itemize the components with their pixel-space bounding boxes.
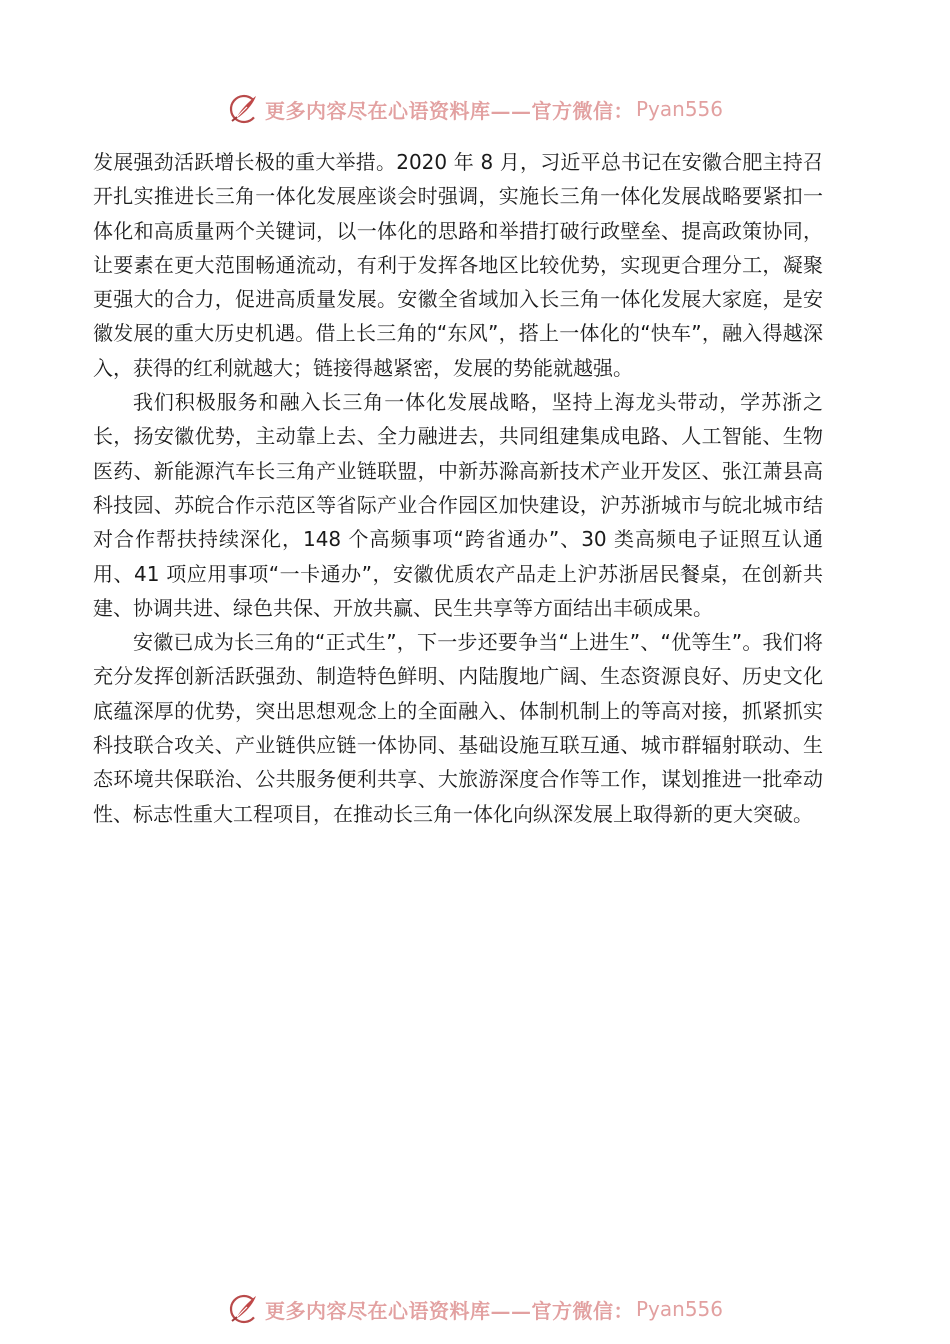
header-watermark [0,89,950,129]
document-body [93,145,823,831]
paragraph-3: 安徽已成为长三角的“正式生”，下一步还要争当“上进生”、“优等生”。我们将充分发挥创新活跃强劲、制造特色鲜明、内陆腹地广阔、生态资源良好、历史文化底蕴深厚的优势，突出思想观念上的全面融入、体制机制上的等高对接，抓紧抓实科技联合攻关、产业链供应链一体协同、基础设施互联互通、城市群辐射联动、生态环境共保联治、公共服务便利共享、大旅游深度合作等工作，谋划推进一批牵动性、标志性重大工程项目，在推动长三角一体化向纵深发展上取得新的更大突破。 [93,630,823,826]
watermark-wechat-id: Pyan556 [635,97,723,121]
paragraph-1: 发展强劲活跃增长极的重大举措。2020 年 8 月，习近平总书记在安徽合肥主持召开扎实推进长三角一体化发展座谈会时强调，实施长三角一体化发展战略要紧扣一体化和高质量两个关键词，以一体化的思路和举措打破行政壁垒、提高政策协同，让要素在更大范围畅通流动，有利于发挥各地区比较优势，实现更合理分工，凝聚更强大的合力，促进高质量发展。安徽全省域加入长三角一体化发展大家庭，是安徽发展的重大历史机遇。借上长三角的“东风”，搭上一体化的“快车”，融入得越深入，获得的红利就越大；链接得越紧密，发展的势能就越强。 [93,150,823,380]
quill-logo-icon [227,92,261,126]
paragraph-2: 我们积极服务和融入长三角一体化发展战略，坚持上海龙头带动，学苏浙之长，扬安徽优势，主动靠上去、全力融进去，共同组建集成电路、人工智能、生物医药、新能源汽车长三角产业链联盟，中新苏滁高新技术产业开发区、张江萧县高科技园、苏皖合作示范区等省际产业合作园区加快建设，沪苏浙城市与皖北城市结对合作帮扶持续深化，148 个高频事项“跨省通办”、30 类高频电子证照互认通用、41 项应用事项“一卡通办”，安徽优质农产品走上沪苏浙居民餐桌，在创新共建、协调共进、绿色共保、开放共赢、民生共享等方面结出丰硕成果。 [93,390,823,620]
watermark-text: 更多内容尽在心语资料库——官方微信： [264,98,634,123]
footer-watermark [0,1289,950,1329]
watermark-wechat-id: Pyan556 [635,1297,723,1321]
watermark-text: 更多内容尽在心语资料库——官方微信： [264,1298,634,1323]
quill-logo-icon [227,1292,261,1326]
